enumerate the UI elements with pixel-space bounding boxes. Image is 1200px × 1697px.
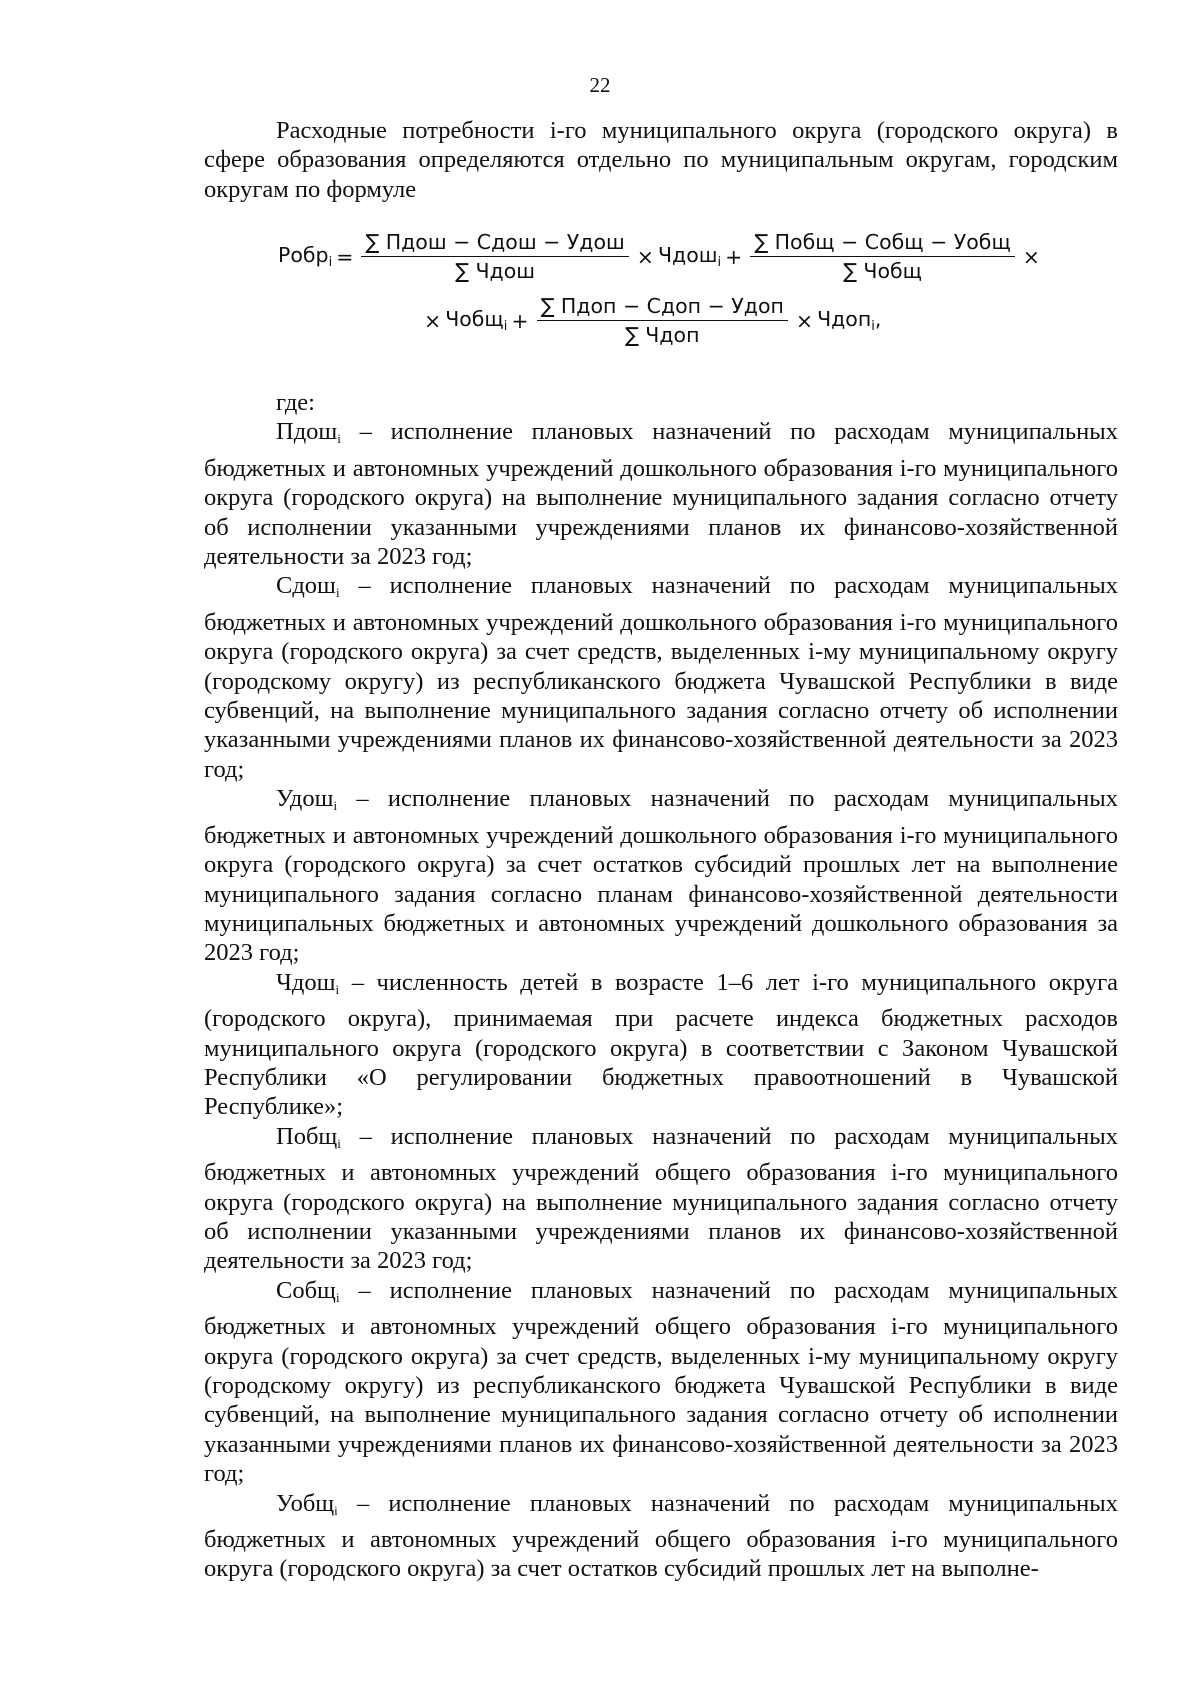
fraction-general-numerator: ∑ Побщ − Собщ − Уобщ xyxy=(750,230,1014,257)
definition-item: Сдош$_i$ – исполнение плановых назначений по расходам муниципальных бюджетных и автономных учреждений дошкольного образования i-го муниципального округа (городского округа) за счет средств, выделенных i-му муниципальному округу (городскому округу) из республиканского бюджета Чувашской Республики в виде субвенций, на выполнение муниципального задания согласно отчету об исполнении указанными учреждениями планов их финансово-хозяйственной деятельности за 2023 год; xyxy=(204,572,1118,783)
definitions-block xyxy=(204,388,1118,1584)
formula-plus: + xyxy=(725,244,743,269)
fraction-general xyxy=(750,230,1014,283)
intro-paragraph xyxy=(204,116,1118,204)
fraction-preschool xyxy=(361,230,628,283)
definition-item: Уобщ$_i$ – исполнение плановых назначений по расходам муниципальных бюджетных и автономных учреждений общего образования i-го муниципального округа (городского округа) за счет остатков субсидий прошлых лет на выполне- xyxy=(204,1489,1118,1583)
definition-item: Побщ$_i$ – исполнение плановых назначений по расходам муниципальных бюджетных и автономных учреждений общего образования i-го муниципального округа (городского округа) на выполнение муниципального задания согласно отчету об исполнении указанными учреждениями планов их финансово-хозяйственной деятельности за 2023 год; xyxy=(204,1122,1118,1275)
formula-row-1 xyxy=(278,230,1044,283)
definition-item: Пдош$_i$ – исполнение плановых назначений по расходам муниципальных бюджетных и автономных учреждений дошкольного образования i-го муниципального округа (городского округа) на выполнение муниципального задания согласно отчету об исполнении указанными учреждениями планов их финансово-хозяйственной деятельности за 2023 год; xyxy=(204,418,1118,571)
formula-times: × xyxy=(636,244,654,269)
formula-lhs: Робр$_i$ xyxy=(278,243,333,270)
formula-row-2 xyxy=(420,294,881,347)
fraction-preschool-denominator: ∑ Чдош xyxy=(455,259,535,283)
formula-times: × xyxy=(1022,244,1040,269)
formula-plus: + xyxy=(511,308,529,333)
intro-text: Расходные потребности i-го муниципального округа (городского округа) в сфере образования определяются отдельно по муниципальным округам, городским округам по формуле xyxy=(204,117,1118,203)
formula-multiplier-general: Чобщ$_i$ xyxy=(445,307,508,334)
fraction-preschool-numerator: ∑ Пдош − Сдош − Удош xyxy=(361,230,628,257)
formula-times: × xyxy=(424,308,442,333)
fraction-additional xyxy=(537,294,788,347)
fraction-additional-numerator: ∑ Пдоп − Сдоп − Удоп xyxy=(537,294,788,321)
where-label: где: xyxy=(276,389,315,416)
formula-multiplier-additional: Чдоп$_i$, xyxy=(817,307,882,334)
definition-item: Удош$_i$ – исполнение плановых назначений по расходам муниципальных бюджетных и автономных учреждений дошкольного образования i-го муниципального округа (городского округа) за счет остатков субсидий прошлых лет на выполнение муниципального задания согласно планам финансово-хозяйственной деятельности муниципальных бюджетных и автономных учреждений дошкольного образования за 2023 год; xyxy=(204,785,1118,967)
definition-item: Чдош$_i$ – численность детей в возрасте 1–6 лет i-го муниципального округа (городского округа), принимаемая при расчете индекса бюджетных расходов муниципального округа (городского округа) в соответствии с Законом Чувашской Республики «О регулировании бюджетных правоотношений в Чувашской Республике»; xyxy=(204,968,1118,1121)
definition-item: Собщ$_i$ – исполнение плановых назначений по расходам муниципальных бюджетных и автономных учреждений общего образования i-го муниципального округа (городского округа) за счет средств, выделенных i-му муниципальному округу (городскому округу) из республиканского бюджета Чувашской Республики в виде субвенций, на выполнение муниципального задания согласно отчету об исполнении указанными учреждениями планов их финансово-хозяйственной деятельности за 2023 год; xyxy=(204,1276,1118,1488)
formula-times: × xyxy=(795,308,814,333)
formula-equals: = xyxy=(336,244,354,269)
formula-multiplier-preschool: Чдош$_i$ xyxy=(657,243,722,270)
fraction-general-denominator: ∑ Чобщ xyxy=(843,259,922,283)
page-number: 22 xyxy=(589,73,611,97)
fraction-additional-denominator: ∑ Чдоп xyxy=(624,323,700,347)
